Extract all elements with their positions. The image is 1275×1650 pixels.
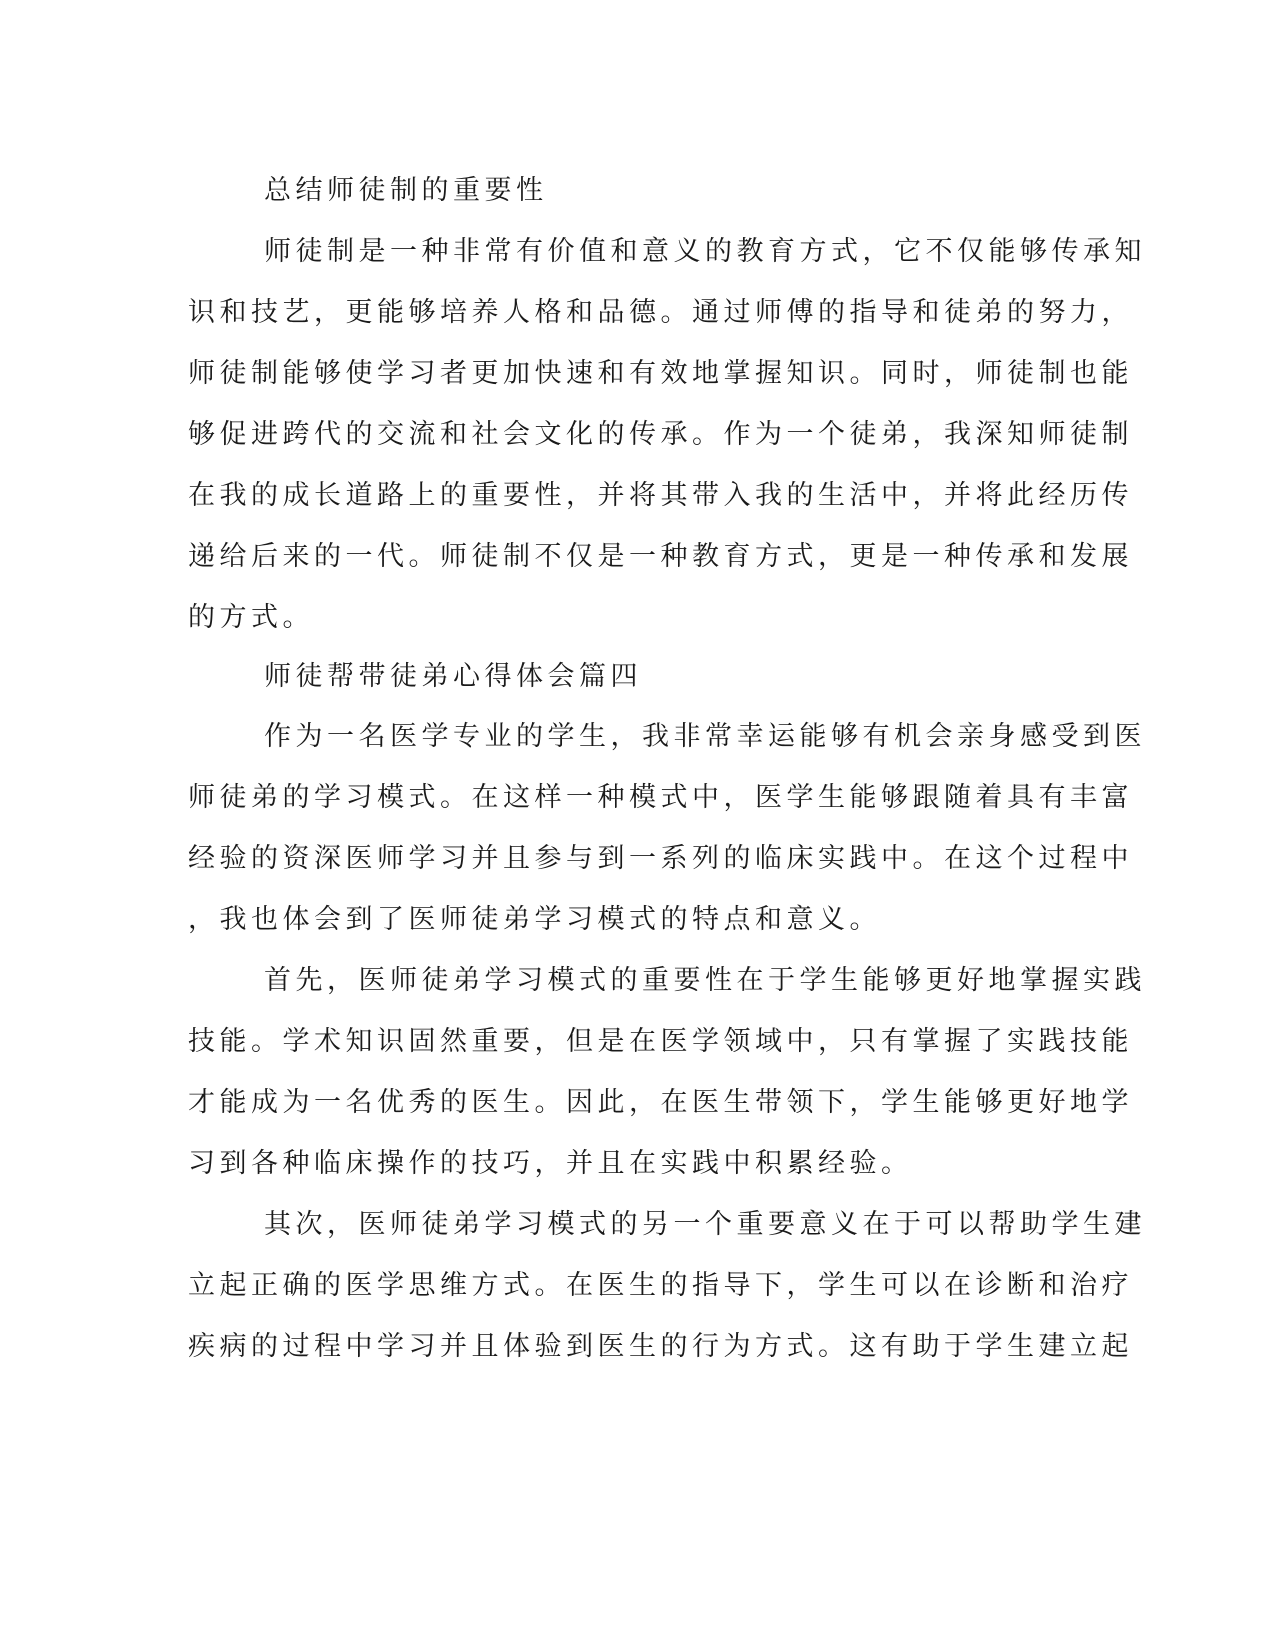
paragraph-line: 习到各种临床操作的技巧，并且在实践中积累经验。 (188, 1148, 913, 1179)
paragraph-line: 技能。学术知识固然重要，但是在医学领域中，只有掌握了实践技能 (188, 1026, 1133, 1057)
paragraph (188, 950, 1146, 1194)
paragraph (188, 221, 1146, 648)
paragraph-line: 师徒制能够使学习者更加快速和有效地掌握知识。同时，师徒制也能 (188, 358, 1133, 389)
paragraph-line: 师徒制是一种非常有价值和意义的教育方式，它不仅能够传承知 (264, 236, 1146, 267)
section-heading: 师徒帮带徒弟心得体会篇四 (264, 661, 642, 692)
paragraph-line: 递给后来的一代。师徒制不仅是一种教育方式，更是一种传承和发展 (188, 541, 1133, 572)
document-body (188, 160, 1146, 1377)
paragraph-line: 在我的成长道路上的重要性，并将其带入我的生活中，并将此经历传 (188, 480, 1133, 511)
paragraph-line: 作为一名医学专业的学生，我非常幸运能够有机会亲身感受到医 (264, 721, 1146, 752)
paragraph (188, 1194, 1146, 1377)
paragraph-line: 识和技艺，更能够培养人格和品德。通过师傅的指导和徒弟的努力， (188, 297, 1133, 328)
section-heading: 总结师徒制的重要性 (264, 175, 548, 206)
paragraph-line: 其次，医师徒弟学习模式的另一个重要意义在于可以帮助学生建 (264, 1209, 1146, 1240)
paragraph (188, 706, 1146, 950)
paragraph-line: 的方式。 (188, 602, 314, 633)
paragraph-line: ，我也体会到了医师徒弟学习模式的特点和意义。 (188, 904, 881, 935)
paragraph-line: 才能成为一名优秀的医生。因此，在医生带领下，学生能够更好地学 (188, 1087, 1133, 1118)
paragraph-line: 够促进跨代的交流和社会文化的传承。作为一个徒弟，我深知师徒制 (188, 419, 1133, 450)
paragraph-line: 师徒弟的学习模式。在这样一种模式中，医学生能够跟随着具有丰富 (188, 782, 1133, 813)
paragraph-line: 首先，医师徒弟学习模式的重要性在于学生能够更好地掌握实践 (264, 965, 1146, 996)
paragraph-line: 经验的资深医师学习并且参与到一系列的临床实践中。在这个过程中 (188, 843, 1133, 874)
paragraph-line: 疾病的过程中学习并且体验到医生的行为方式。这有助于学生建立起 (188, 1331, 1133, 1362)
paragraph-line: 立起正确的医学思维方式。在医生的指导下，学生可以在诊断和治疗 (188, 1270, 1133, 1301)
